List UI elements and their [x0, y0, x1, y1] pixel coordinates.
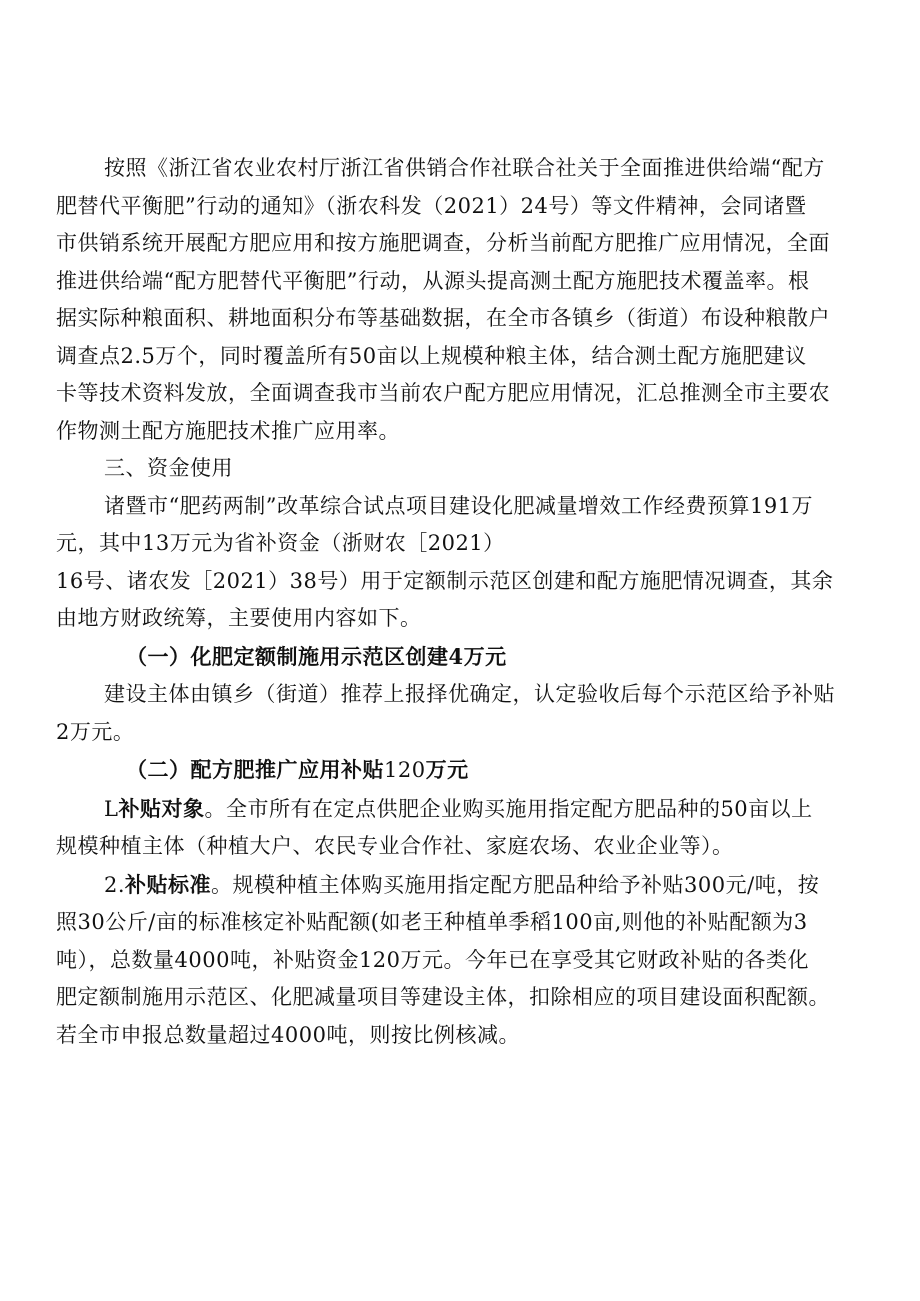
item-subsidy-standard [56, 866, 896, 1055]
subheading-amount: 4万元 [448, 643, 507, 669]
text-line: 按照《浙江省农业农村厅浙江省供销合作社联合社关于全面推进供给端“配方 [104, 156, 825, 180]
paragraph-demo-zone [56, 676, 896, 751]
subheading-number: 120 [384, 758, 426, 782]
text-line: 建设主体由镇乡（街道）推荐上报择优确定，认定验收后每个示范区给予补贴 [104, 682, 835, 706]
text-line: 2万元。 [56, 719, 135, 744]
text-line: 卡等技术资料发放，全面调查我市当前农户配方肥应用情况，汇总推测全市主要农 [56, 381, 830, 405]
section-heading-funds: 三、资金使用 [104, 456, 233, 480]
paragraph-budget [56, 488, 896, 638]
text-line: 调查点2.5万个，同时覆盖所有50亩以上规模种粮主体，结合测土配方施肥建议 [56, 343, 807, 368]
item-label: 补贴标准 [125, 871, 212, 897]
item-prefix: L [104, 796, 119, 821]
text-line [56, 866, 896, 905]
text-line: 肥替代平衡肥”行动的通知》（浙农科发（2021）24号）等文件精神，会同诸暨 [56, 193, 807, 218]
text-line: 吨），总数量4000吨，补贴资金120万元。今年已在享受其它财政补贴的各类化 [56, 947, 810, 972]
text-line: 推进供给端“配方肥替代平衡肥”行动，从源头提高测土配方施肥技术覆盖率。根 [56, 268, 810, 293]
text-line [56, 790, 896, 829]
text-line: 由地方财政统筹，主要使用内容如下。 [56, 606, 422, 630]
item-prefix: 2. [104, 872, 126, 897]
paragraph-survey [56, 150, 896, 450]
subheading-title: （二）配方肥推广应用补贴 [126, 757, 384, 782]
text-line: 若全市申报总数量超过4000吨，则按比例核减。 [56, 1022, 520, 1047]
subheading-subsidy [56, 751, 896, 790]
item-text: 。规模种植主体购买施用指定配方肥品种给予补贴300元/吨，按 [211, 872, 820, 897]
text-line: 16号、诸农发［2021）38号）用于定额制示范区创建和配方施肥情况调查，其余 [56, 568, 834, 593]
item-label: 补贴对象 [118, 795, 205, 821]
text-line: 据实际种粮面积、耕地面积分布等基础数据，在全市各镇乡（街道）布设种粮散户 [56, 306, 830, 330]
document-page [56, 150, 896, 1054]
text-line: 规模种植主体（种植大户、农民专业合作社、家庭农场、农业企业等）。 [56, 834, 734, 858]
subheading-unit: 万元 [425, 757, 469, 782]
text-line: 诸暨市“肥药两制”改革综合试点项目建设化肥减量增效工作经费预算191万 [104, 493, 814, 518]
item-text: 。全市所有在定点供肥企业购买施用指定配方肥品种的50亩以上 [204, 796, 813, 821]
item-subsidy-target [56, 790, 896, 866]
subheading-title: （一）化肥定额制施用示范区创建 [126, 643, 449, 669]
text-line: 肥定额制施用示范区、化肥减量项目等建设主体，扣除相应的项目建设面积配额。 [56, 985, 830, 1009]
text-line: 元，其中13万元为省补资金（浙财农［2021） [56, 531, 505, 555]
text-line: 作物测土配方施肥技术推广应用率。 [56, 418, 400, 443]
text-line: 市供销系统开展配方肥应用和按方施肥调查，分析当前配方肥推广应用情况，全面 [56, 231, 830, 255]
subheading-demo-zone [56, 638, 896, 677]
text-line: 照30公斤/亩的标准核定补贴配额(如老王种植单季稻100亩,则他的补贴配额为3 [56, 910, 808, 934]
